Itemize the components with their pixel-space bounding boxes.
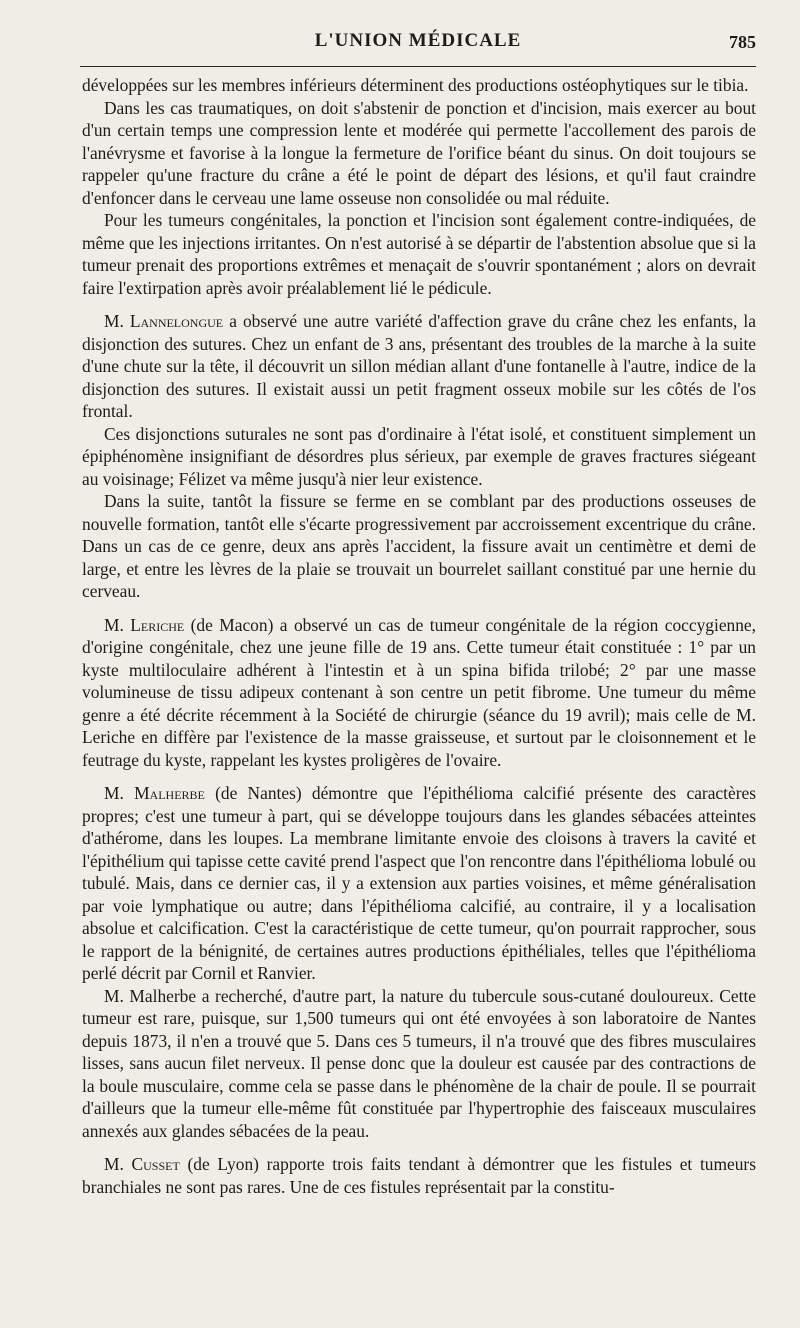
paragraph bbox=[82, 74, 756, 97]
running-title: L'UNION MÉDICALE bbox=[314, 30, 522, 51]
paragraph bbox=[82, 423, 756, 491]
author-name: Leriche bbox=[130, 614, 185, 635]
author-name: Lannelongue bbox=[129, 311, 224, 331]
article-body bbox=[82, 74, 756, 1198]
paragraph-text: M. Malherbe a recherché, d'autre part, la nature du tubercule sous-cutané douloureux. Cette tumeur est rare, puisque, sur 1,500 tumeurs qui ont été envoyées à son laboratoire de Nantes depuis 1873, il n'en a trouvé que 5. Dans ces 5 tumeurs, il n'a trouvé que des fibres musculaires lisses, sans aucun filet nerveux. Il pense donc que la douleur est causée par des contractions de la boule musculaire, comme cela se passe dans le phénomène de la chair de poule. Il se pourrait d'ailleurs que la tumeur elle-même fût constituée par l'hypertrophie des faisceaux musculaires annexés aux glandes sébacées de la peau. bbox=[82, 985, 756, 1141]
paragraph bbox=[82, 985, 756, 1143]
name-prefix: M. bbox=[104, 1154, 132, 1174]
paragraph-text: Ces disjonctions suturales ne sont pas d'ordinaire à l'état isolé, et constituent simplement un épiphénomène insignifiant de désordres plus sérieux, par exemple de graves fractures siégeant au voisinage; Félizet va même jusqu'à nier leur existence. bbox=[82, 423, 756, 489]
paragraph bbox=[82, 209, 756, 299]
paragraph bbox=[82, 1153, 756, 1198]
author-name: Cusset bbox=[131, 1154, 180, 1174]
name-prefix: M. bbox=[104, 783, 135, 803]
page-number: 785 bbox=[729, 32, 756, 52]
paragraph bbox=[82, 614, 756, 772]
paragraph-text: Dans les cas traumatiques, on doit s'abstenir de ponction et d'incision, mais exercer au bout d'un certain temps une compression lente et modérée qui permette l'accollement des parois de l'anévrysme et favorise à la longue la fermeture de l'orifice béant du sinus. On doit toujours se rappeler qu'une fracture du crâne a été le point de départ des lésions, et qu'il faut craindre d'enfoncer dans le cerveau une lame osseuse non consolidée ou mal réduite. bbox=[82, 97, 756, 208]
paragraph bbox=[82, 782, 756, 985]
author-name: Malherbe bbox=[134, 783, 205, 803]
page-header bbox=[80, 30, 756, 64]
paragraph-text: Dans la suite, tantôt la fissure se ferme en se comblant par des productions osseuses de nouvelle formation, tantôt elle s'écarte progressivement par accroissement excentrique du crâne. Dans un cas de ce genre, deux ans après l'accident, la fissure avait un centimètre et demi de large, et entre les lèvres de la plaie se trouvait un bourrelet saillant constitué par une hernie du cerveau. bbox=[82, 491, 756, 601]
paragraph-text: a observé une autre variété d'affection grave du crâne chez les enfants, la disjonction des sutures. Chez un enfant de 3 ans, présentant des troubles de la marche à la suite d'une chute sur la tête, il découvrit un sillon médian allant d'une fontanelle à l'autre, indice de la disjonction des sutures. Il existait aussi un petit fragment osseux mobile sur les côtés de l'os frontal. bbox=[82, 311, 756, 421]
paragraph-text: (de Lyon) rapporte trois faits tendant à démontrer que les fistules et tumeurs branchiales ne sont pas rares. Une de ces fistules représentait par la constitu- bbox=[82, 1154, 756, 1197]
paragraph bbox=[82, 310, 756, 423]
paragraph-text: développées sur les membres inférieurs déterminent des productions ostéophytiques sur le tibia. bbox=[82, 75, 749, 95]
name-prefix: M. bbox=[104, 311, 130, 331]
paragraph bbox=[82, 97, 756, 210]
paragraph-text: (de Nantes) démontre que l'épithélioma calcifié présente des caractères propres; c'est une tumeur à part, qui se développe toujours dans les glandes sébacées atteintes d'athérome, dans les loupes. La membrane limitante envoie des cloisons à travers la cavité et l'épithélium qui tapisse cette cavité prend l'aspect que l'on rencontre dans l'épithélioma lobulé ou tubulé. Mais, dans ce dernier cas, il y a extension aux parties voisines, et même généralisation par voie lymphatique ou autre; dans l'épithélioma calcifié, au contraire, il y a localisation absolue et calcification. C'est la caractéristique de cette tumeur, qu'on pourrait rapprocher, sous le rapport de la bénignité, de certaines autres productions épithéliales, telles que l'épithélioma perlé décrit par Cornil et Ranvier. bbox=[82, 783, 756, 983]
paragraph bbox=[82, 490, 756, 603]
paragraph-text: Pour les tumeurs congénitales, la ponction et l'incision sont également contre-indiquées, de même que les injections irritantes. On n'est autorisé à se départir de l'abstention absolue que si la tumeur prenait des proportions extrêmes et menaçait de s'ouvrir spontanément ; alors on devrait faire l'extirpation après avoir préalablement lié le pédicule. bbox=[82, 210, 756, 298]
paragraph-text: (de Macon) a observé un cas de tumeur congénitale de la région coccygienne, d'origine congénitale, chez une jeune fille de 19 ans. Cette tumeur était constituée : 1° par un kyste multiloculaire adhérent à l'intestin et à un spina bifida trilobé; 2° par une masse volumineuse de tissu adipeux contenant à son centre un petit fibrome. Une tumeur du même genre a été décrite récemment à la Société de chirurgie (séance du 19 avril); mais celle de M. Leriche en diffère par l'existence de la masse graisseuse, et surtout par le cloisonnement et le feutrage du kyste, rappelant les kystes proligères de l'ovaire. bbox=[82, 614, 756, 770]
name-prefix: M. bbox=[104, 614, 131, 635]
header-rule bbox=[80, 66, 756, 67]
